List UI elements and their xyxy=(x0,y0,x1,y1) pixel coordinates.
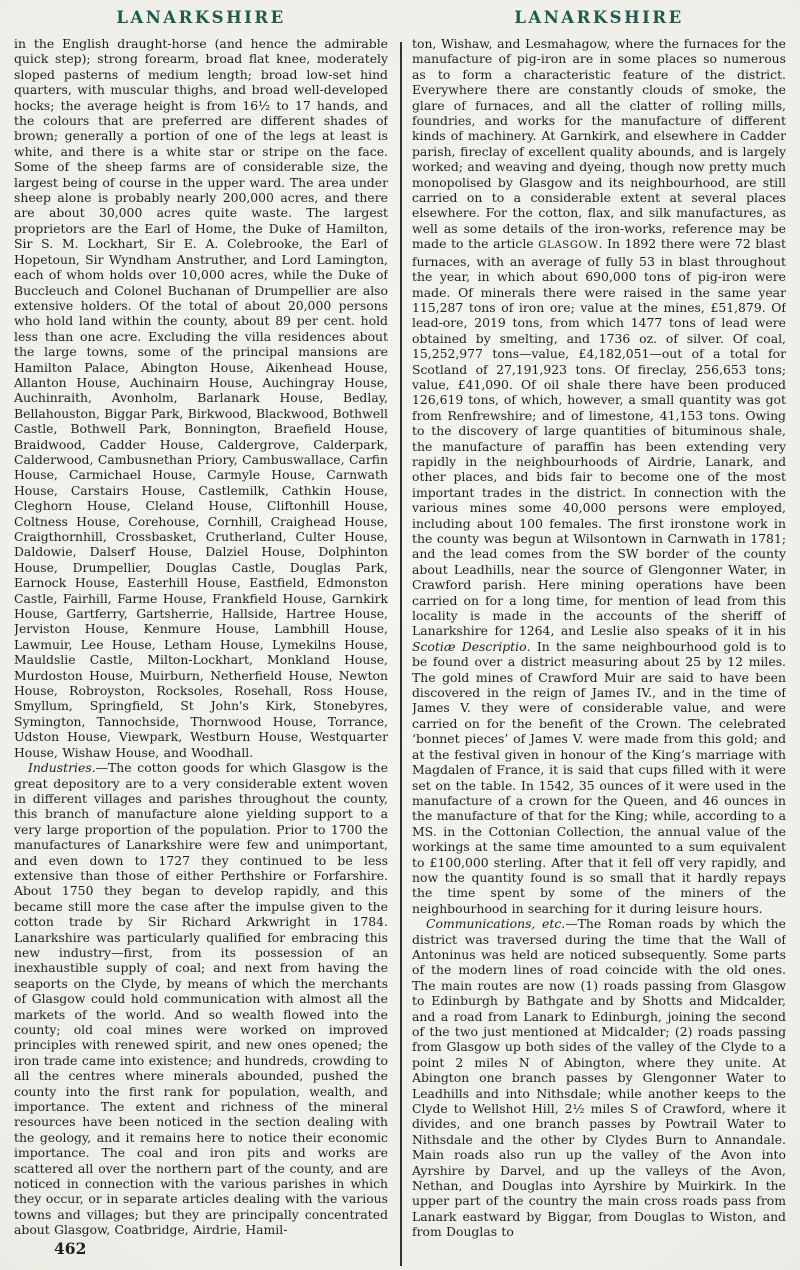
paragraph xyxy=(412,36,786,916)
body-text: . In the same neighbourhood gold is to be found over a district measuring about 25 by 12 miles. The gold mines of Crawford Muir are said to have been discovered in the reign of James IV., and in the time of James V. they were of considerable value, and were carried on for the benefit of the Crown. The celebrated ‘bonnet pieces’ of James V. were made from this gold; and at the festival given in honour of the King’s marriage with Magdalen of France, it is said that cups filled with it were set on the table. In 1542, 35 ounces of it were used in the manufacture of a crown for the Queen, and 46 ounces in the manufacture of that for the King; while, according to a MS. in the Cottonian Collection, the annual value of the workings at the same time amounted to a sum equivalent to £100,000 sterling. After that it fell off very rapidly, and now the quantity found is so small that it hardly repays the time spent by some of the miners of the neighbourhood in searching for it during leisure hours. xyxy=(412,638,786,916)
page-number: 462 xyxy=(54,1239,87,1258)
body-text: —The Roman roads by which the district was traversed during the time that the Wall of Antoninus was held are noticed subsequently. Some parts of the modern lines of road coincide with the old ones. The main routes are now (1) roads passing from Glasgow to Edinburgh by Bathgate and by Shotts and Midcalder, and a road from Lanark to Edinburgh, joining the second of the two just mentioned at Midcalder; (2) roads passing from Glasgow up both sides of the valley of the Clyde to a point 2 miles N of Abington, where they unite. At Abington one branch passes by Glengonner Water to Leadhills and into Nithsdale; while another keeps to the Clyde to Wellshot Hill, 2½ miles S of Crawford, where it divides, and one branch passes by Powtrail Water to Nithsdale and the other by Clydes Burn to Annandale. Main roads also run up the valley of the Avon into Ayrshire by Darvel, and up the valleys of the Avon, Nethan, and Douglas into Ayrshire by Muirkirk. In the upper part of the country the main cross roads pass from Lanark eastward by Biggar, from Douglas to Wiston, and from Douglas to xyxy=(412,916,786,1240)
italic-text: Scotiæ Descriptio xyxy=(412,638,527,654)
left-column xyxy=(14,8,388,1260)
left-column-body xyxy=(14,36,388,1238)
right-column-header: LANARKSHIRE xyxy=(514,8,684,27)
paragraph xyxy=(412,916,786,1240)
paragraph xyxy=(14,36,388,760)
italic-text: Industries. xyxy=(28,760,96,776)
body-text: in the English draught-horse (and hence the admirable quick step); strong forearm, broad flat knee, moderately sloped pasterns of medium length; broad low-set hind quarters, with muscular thighs, and broad well-developed hocks; the average height is from 16½ to 17 hands, and the colours that are preferred are different shades of brown; generally a portion of one of the legs at least is white, and there is a white star or stripe on the face. Some of the sheep farms are of considerable size, the largest being of course in the upper ward. The area under sheep alone is probably nearly 200,000 acres, and there are about 30,000 acres quite waste. The largest proprietors are the Earl of Home, the Duke of Hamilton, Sir S. M. Lockhart, Sir E. A. Colebrooke, the Earl of Hopetoun, Sir Wyndham Anstruther, and Lord Lamington, each of whom holds over 10,000 acres, while the Duke of Buccleuch and Colonel Buchanan of Drumpellier are also extensive holders. Of the total of about 20,000 persons who hold land within the county, about 89 per cent. hold less than one acre. Excluding the villa residences about the large towns, some of the principal mansions are Hamilton Palace, Abington House, Aikenhead House, Allanton House, Auchinairn House, Auchingray House, Auchinraith, Avonholm, Barlanark House, Bedlay, Bellahouston, Biggar Park, Birkwood, Blackwood, Bothwell Castle, Bothwell Park, Bonnington, Braefield House, Braidwood, Cadder House, Caldergrove, Calderpark, Calderwood, Cambusnethan Priory, Cambuswallace, Carfin House, Carmichael House, Carmyle House, Carnwath House, Carstairs House, Castlemilk, Cathkin House, Cleghorn House, Cleland House, Cliftonhill House, Coltness House, Corehouse, Cornhill, Craighead House, Craigthornhill, Crossbasket, Crutherland, Culter House, Daldowie, Dalserf House, Dalziel House, Dolphinton House, Drumpellier, Douglas Castle, Douglas Park, Earnock House, Easterhill House, Eastfield, Edmonston Castle, Fairhill, Farme House, Frankfield House, Garnkirk House, Gartferry, Gartsherrie, Hallside, Hartree House, Jerviston House, Kenmure House, Lambhill House, Lawmuir, Lee House, Letham House, Lymekilns House, Mauldslie Castle, Milton-Lockhart, Monkland House, Murdoston House, Muirburn, Netherfield House, Newton House, Robroyston, Rocksoles, Rosehall, Ross House, Smyllum, Springfield, St John's Kirk, Stonebyres, Symington, Tannochside, Thornwood House, Torrance, Udston House, Viewpark, Westburn House, Westquarter House, Wishaw House, and Woodhall. xyxy=(14,36,388,760)
body-text: . In 1892 there were 72 blast furnaces, with an average of fully 53 in blast throughout the year, in which about 690,000 tons of pig-iron were made. Of minerals there were raised in the same year 115,287 tons of iron ore; value at the mines, £51,879. Of lead-ore, 2019 tons, from which 1477 tons of lead were obtained by smelting, and 1736 oz. of silver. Of coal, 15,252,977 tons—value, £4,182,051—out of a total for Scotland of 27,191,923 tons. Of fireclay, 256,653 tons; value, £41,090. Of oil shale there have been produced 126,619 tons, of which, however, a small quantity was got from Renfrewshire; and of limestone, 41,153 tons. Owing to the discovery of large quantities of bituminous shale, the manufacture of paraffin has been extending very rapidly in the neighbourhoods of Airdrie, Lanark, and other places, and bids fair to become one of the most important trades in the district. In connection with the various mines some 40,000 persons were employed, including about 100 females. The first ironstone work in the county was begun at Wilsontown in Carnwath in 1781; and the lead comes from the SW border of the county about Leadhills, near the source of Glengonner Water, in Crawford parish. Here mining operations have been carried on for a long time, for mention of lead from this locality is made in the accounts of the sheriff of Lanarkshire for 1264, and Leslie also speaks of it in his xyxy=(412,236,786,639)
body-text: ton, Wishaw, and Lesmahagow, where the furnaces for the manufacture of pig-iron are in some places so numerous as to form a characteristic feature of the district. Everywhere there are constantly clouds of smoke, the glare of furnaces, and all the clatter of rolling mills, foundries, and works for the manufacture of different kinds of machinery. At Garnkirk, and elsewhere in Cadder parish, fireclay of excellent quality abounds, and is largely worked; and weaving and dyeing, though now pretty much monopolised by Glasgow and its neighbourhood, are still carried on to a considerable extent at several places elsewhere. For the cotton, flax, and silk manufactures, as well as some details of the iron-works, reference may be made to the article xyxy=(412,36,786,252)
smallcaps-text: GLASGOW xyxy=(538,240,599,252)
paragraph xyxy=(14,760,388,1238)
right-column xyxy=(412,8,786,1260)
right-column-body xyxy=(412,36,786,1240)
italic-text: Communications, etc. xyxy=(426,916,566,932)
left-column-header: LANARKSHIRE xyxy=(116,8,286,27)
body-text: —The cotton goods for which Glasgow is the great depository are to a very considerable extent woven in different villages and parishes throughout the county, this branch of manufacture alone yielding support to a very large proportion of the population. Prior to 1700 the manufactures of Lanarkshire were few and unimportant, and even down to 1727 they continued to be less extensive than those of either Perthshire or Forfarshire. About 1750 they began to develop rapidly, and this became still more the case after the impulse given to the cotton trade by Sir Richard Arkwright in 1784. Lanarkshire was particularly qualified for embracing this new industry—first, from its possession of an inexhaustible supply of coal; and next from having the seaports on the Clyde, by means of which the merchants of Glasgow could hold communication with almost all the markets of the world. And so wealth flowed into the county; old coal mines were worked on improved principles with renewed spirit, and new ones opened; the iron trade came into existence; and hundreds, crowding to all the centres where minerals abounded, pushed the county into the first rank for population, wealth, and importance. The extent and richness of the mineral resources have been noticed in the section dealing with the geology, and it remains here to notice their economic importance. The coal and iron pits and works are scattered all over the northern part of the county, and are noticed in connection with the various parishes in which they occur, or in separate articles dealing with the various towns and villages; but they are principally concentrated about Glasgow, Coatbridge, Airdrie, Hamil- xyxy=(14,760,388,1238)
column-divider-rule xyxy=(400,42,402,1266)
